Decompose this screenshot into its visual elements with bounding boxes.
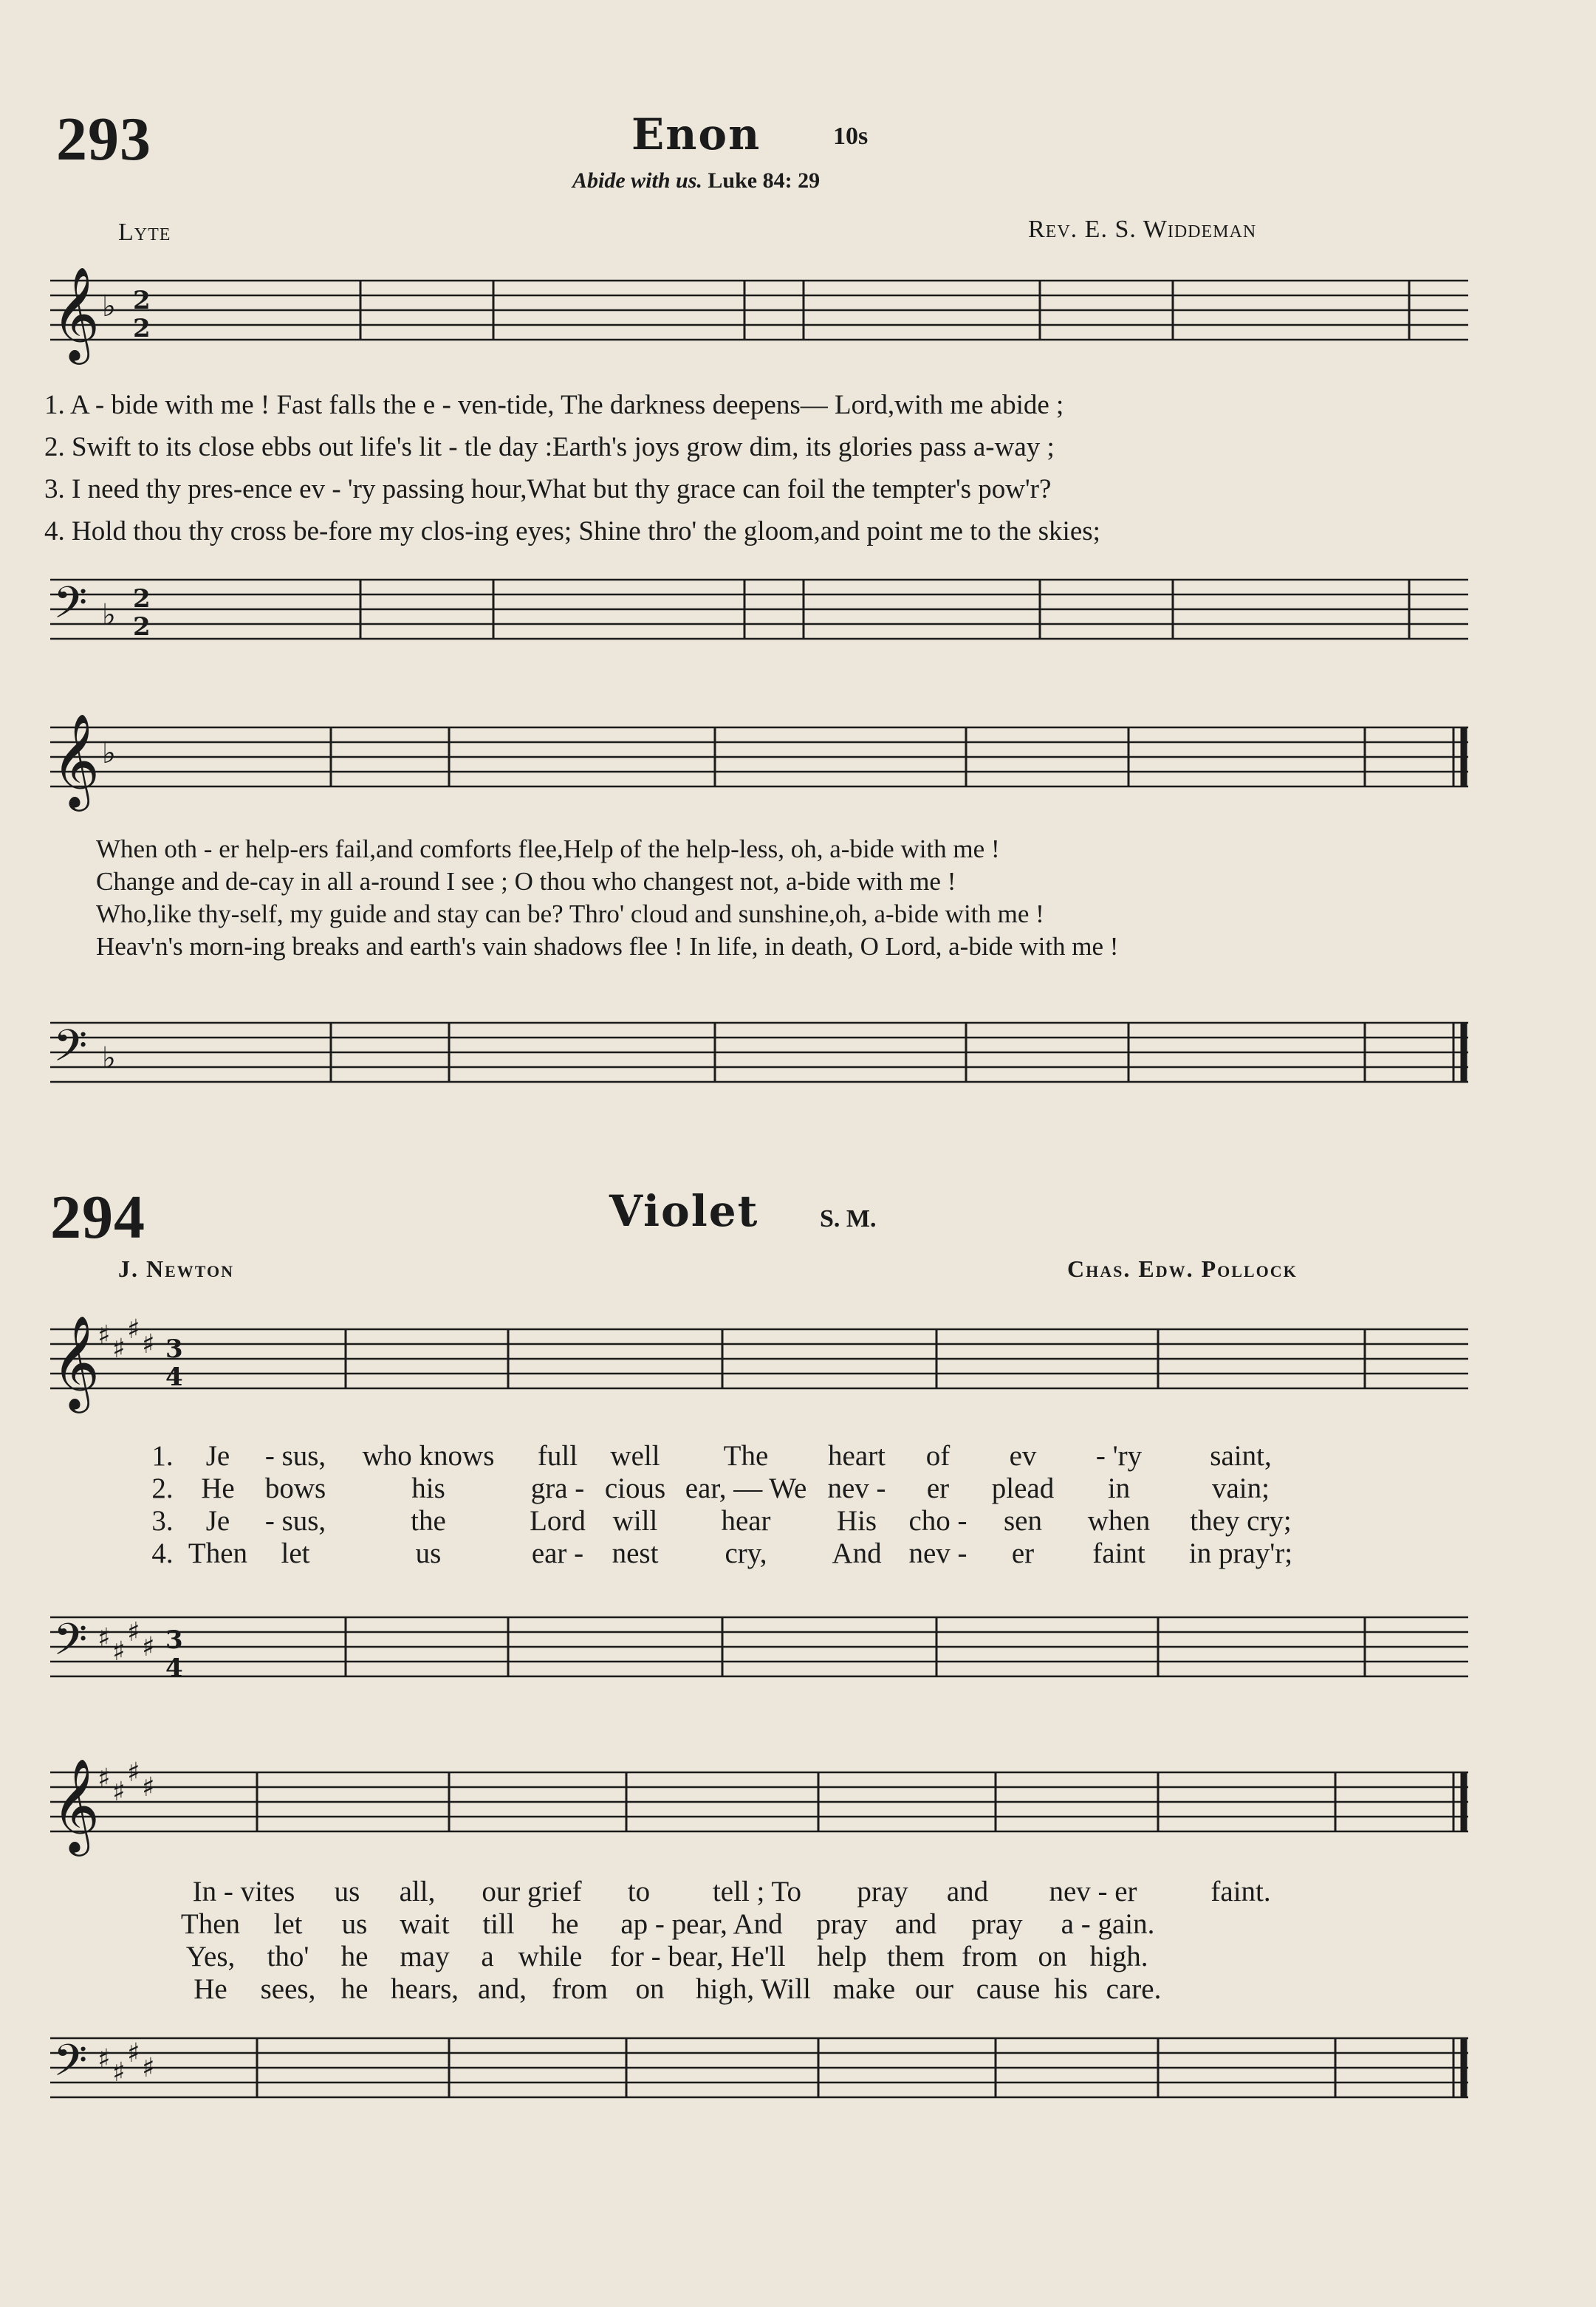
svg-text:♯: ♯ [112,1777,126,1807]
verse-line: He sees, he hears, and, from on high, Will make our cause his care. [193,1973,1162,2005]
svg-text:2: 2 [133,314,151,343]
verse-block-294-bottom [170,1876,1307,2006]
svg-text:♯: ♯ [97,2044,111,2074]
verse-line: 3. Je - sus, the Lord will hear His cho - sen when they cry; [151,1505,1292,1537]
svg-text:𝄢: 𝄢 [53,2035,88,2097]
author: Lyte [118,219,171,246]
scripture-reference [572,168,820,193]
svg-text:♯: ♯ [112,1636,126,1667]
svg-text:♯: ♯ [97,1763,111,1794]
bass-staff [50,2023,1476,2127]
bass-staff [50,561,1476,665]
svg-text:♯: ♯ [142,2053,155,2083]
verse-line: Change and de-cay in all a-round I see ; O thou who changest not, a-bide with me ! [96,867,956,896]
svg-text:♯: ♯ [127,2038,140,2068]
svg-text:♯: ♯ [127,1617,140,1648]
verse-line: 3. I need thy pres-ence ev - 'ry passing hour,What but thy grace can foil the tempter's pow'r? [44,474,1052,504]
svg-text:4: 4 [165,1653,183,1683]
svg-text:♭: ♭ [102,598,116,632]
svg-text:♭: ♭ [102,1041,116,1075]
meter: 10s [833,123,869,150]
verse-line: In - vites us all, our grief to tell ; To pray and nev - er faint. [192,1876,1271,1907]
svg-text:𝄞: 𝄞 [52,713,100,807]
verse-line: 4. Then let us ear - nest cry, And nev - er faint in pray'r; [151,1538,1293,1569]
verse-line: 4. Hold thou thy cross be-fore my clos-ing eyes; Shine thro' the gloom,and point me to the skies; [44,516,1100,546]
reference-citation: Luke 84: 29 [708,168,821,193]
meter: S. M. [820,1205,877,1233]
verse-line: 1. Je - sus, who knows full well The heart of ev - 'ry saint, [151,1440,1272,1472]
svg-text:𝄞: 𝄞 [52,1758,100,1852]
treble-staff [50,1758,1476,1861]
svg-text:𝄢: 𝄢 [53,1020,88,1082]
svg-text:♯: ♯ [127,1314,140,1345]
treble-staff [50,1314,1476,1418]
bass-staff [50,1602,1476,1706]
svg-text:♯: ♯ [112,2057,126,2088]
svg-text:♭: ♭ [102,289,116,323]
verse-line: 2. Swift to its close ebbs out life's lit - tle day :Earth's joys grow dim, its glories pass a-way ; [44,432,1055,462]
svg-text:𝄞: 𝄞 [52,266,100,360]
svg-text:♭: ♭ [102,736,116,770]
treble-staff [50,713,1476,823]
verse-line: Heav'n's morn-ing breaks and earth's vain shadows flee ! In life, in death, O Lord, a-bide with me ! [96,932,1119,961]
svg-text:♯: ♯ [112,1334,126,1364]
svg-text:2: 2 [133,612,151,642]
bass-staff [50,1012,1476,1115]
author: J. Newton [118,1255,235,1282]
verse-line: Then let us wait till he ap - pear, And pray and pray a - gain. [180,1908,1155,1940]
svg-text:𝄞: 𝄞 [52,1314,100,1409]
svg-text:♯: ♯ [142,1632,155,1662]
verse-line: Yes, tho' he may a while for - bear, He'll help them from on high. [185,1941,1148,1972]
svg-text:3: 3 [165,1625,183,1655]
svg-text:♯: ♯ [97,1623,111,1653]
hymn-number: 293 [56,105,151,174]
svg-text:2: 2 [133,286,151,315]
verse-block-294-top [140,1440,1307,1570]
tune-name: Enon [631,109,761,160]
svg-text:𝄢: 𝄢 [53,1614,88,1676]
svg-text:𝄢: 𝄢 [53,577,88,639]
svg-text:♯: ♯ [127,1758,140,1788]
svg-text:4: 4 [165,1362,183,1392]
treble-staff [50,266,1476,377]
tune-name: Violet [609,1186,759,1236]
svg-text:♯: ♯ [142,1772,155,1803]
svg-text:3: 3 [165,1334,183,1364]
svg-text:♯: ♯ [97,1320,111,1351]
composer: Rev. E. S. Widdeman [1028,216,1257,243]
svg-text:2: 2 [133,584,151,614]
hymn-number: 294 [50,1183,145,1252]
verse-line: When oth - er help-ers fail,and comforts flee,Help of the help-less, oh, a-bide with me ! [96,834,1000,863]
verse-block-293-top [44,384,1100,552]
reference-title: Abide with us. [572,168,702,193]
verse-block-293-bottom [96,833,1118,963]
svg-text:♯: ♯ [142,1329,155,1360]
verse-line: 2. He bows his gra - cious ear, — We nev - er plead in vain; [151,1473,1270,1504]
verse-line: 1. A - bide with me ! Fast falls the e - ven-tide, The darkness deepens— Lord,with me abide ; [44,390,1064,420]
composer: Chas. Edw. Pollock [1067,1255,1298,1282]
verse-line: Who,like thy-self, my guide and stay can be? Thro' cloud and sunshine,oh, a-bide with me ! [96,899,1044,928]
